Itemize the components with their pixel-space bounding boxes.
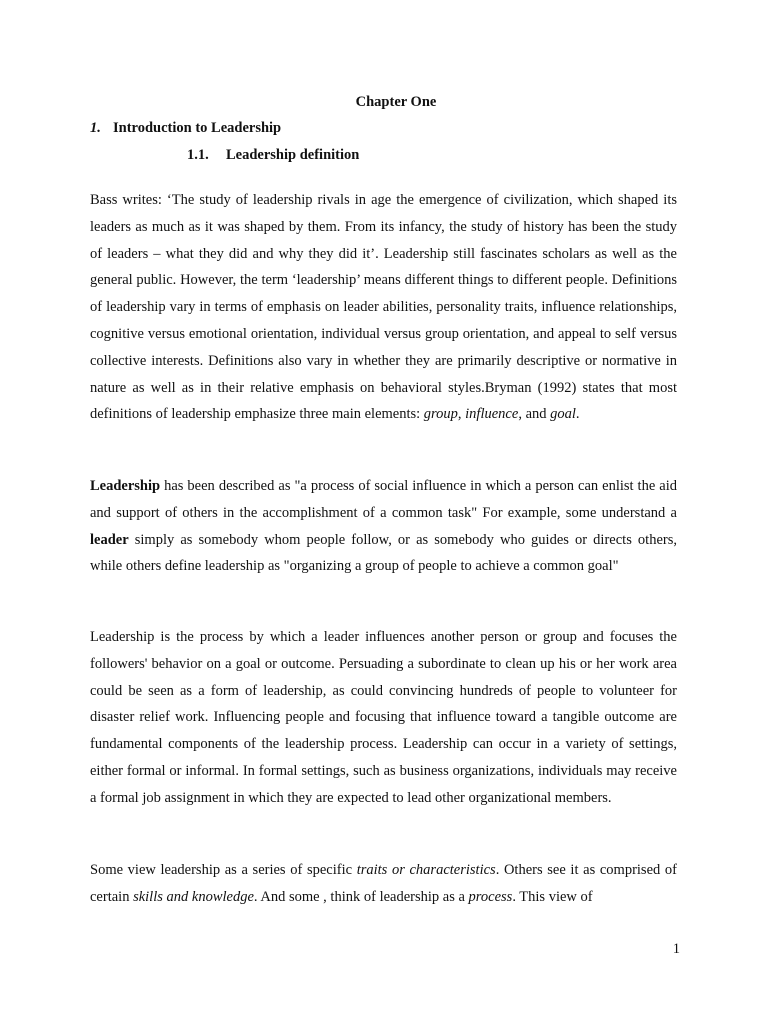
paragraph-text: . And some , think of leadership as a: [253, 888, 469, 905]
emphasis-process: process: [468, 888, 513, 905]
page-number: 1: [672, 941, 680, 957]
emphasis-group: group: [423, 406, 458, 423]
separator-text: , and: [518, 406, 551, 423]
bold-term-leader: leader: [90, 531, 129, 548]
chapter-title: Chapter One: [355, 94, 437, 110]
section-title: Introduction to Leadership: [113, 120, 282, 136]
paragraph-text: . Others see it as comprised of certain: [90, 862, 677, 905]
paragraph-text: Bass writes: ‘The study of leadership rivals in age the emergence of civilization, which shaped its leaders as much as it was shaped by them. From its infancy, the study of history has been the study of leaders – what they did and why they did it’. Leadership still fascinates scholars as well as the general public. However, the term ‘leadership’ means different things to different people. Definitions of leadership vary in terms of emphasis on leader abilities, personality traits, influence relationships, cognitive versus emotional orientation, individual versus group orientation, and appeal to self versus collective interests. Definitions also vary in whether they are primarily descriptive or normative in nature as well as in their relative emphasis on behavioral styles.Bryman (1992) states that most definitions of leadership emphasize three main elements:: [90, 192, 677, 423]
subsection-number: 1.1.: [187, 147, 209, 163]
paragraph-text: simply as somebody whom people follow, or as somebody who guides or directs others, while others define leadership as "organizing a group of people to achieve a common goal": [90, 531, 677, 575]
subsection-heading: [187, 147, 359, 164]
paragraph-text: has been described as "a process of social influence in which a person can enlist the aid and support of others in the accomplishment of a common task" For example, some understand a: [90, 478, 677, 521]
section-heading: [90, 120, 281, 137]
emphasis-skills: skills and knowledge: [133, 888, 254, 905]
emphasis-traits: traits or characteristics: [356, 862, 496, 878]
paragraph-leadership-process: Leadership is the process by which a leader influences another person or group and focuses the followers' behavior on a goal or outcome. Persuading a subordinate to clean up his or her work area could be seen as a form of leadership, as could convincing hundreds of people to volunteer for disaster relief work. Influencing people and focusing that influence toward a tangible outcome are fundamental components of the leadership process. Leadership can occur in a variety of settings, either formal or informal. In formal settings, such as business organizations, individuals may receive a formal job assignment in which they are expected to lead other organizational members.: [90, 629, 677, 806]
paragraph-text: Some view leadership as a series of specific: [90, 862, 357, 878]
emphasis-goal: goal: [550, 406, 576, 423]
paragraph-social-influence: [90, 473, 677, 580]
separator-text: ,: [457, 406, 466, 423]
paragraph-bass-definition: [90, 187, 677, 428]
subsection-title: Leadership definition: [226, 147, 360, 163]
paragraph-end: .: [575, 406, 580, 423]
paragraph-text: . This view of: [512, 888, 593, 905]
section-number: 1.: [90, 120, 101, 136]
emphasis-influence: influence: [465, 406, 519, 423]
bold-term-leadership: Leadership: [90, 478, 161, 494]
paragraph-leadership-views: [90, 857, 677, 911]
